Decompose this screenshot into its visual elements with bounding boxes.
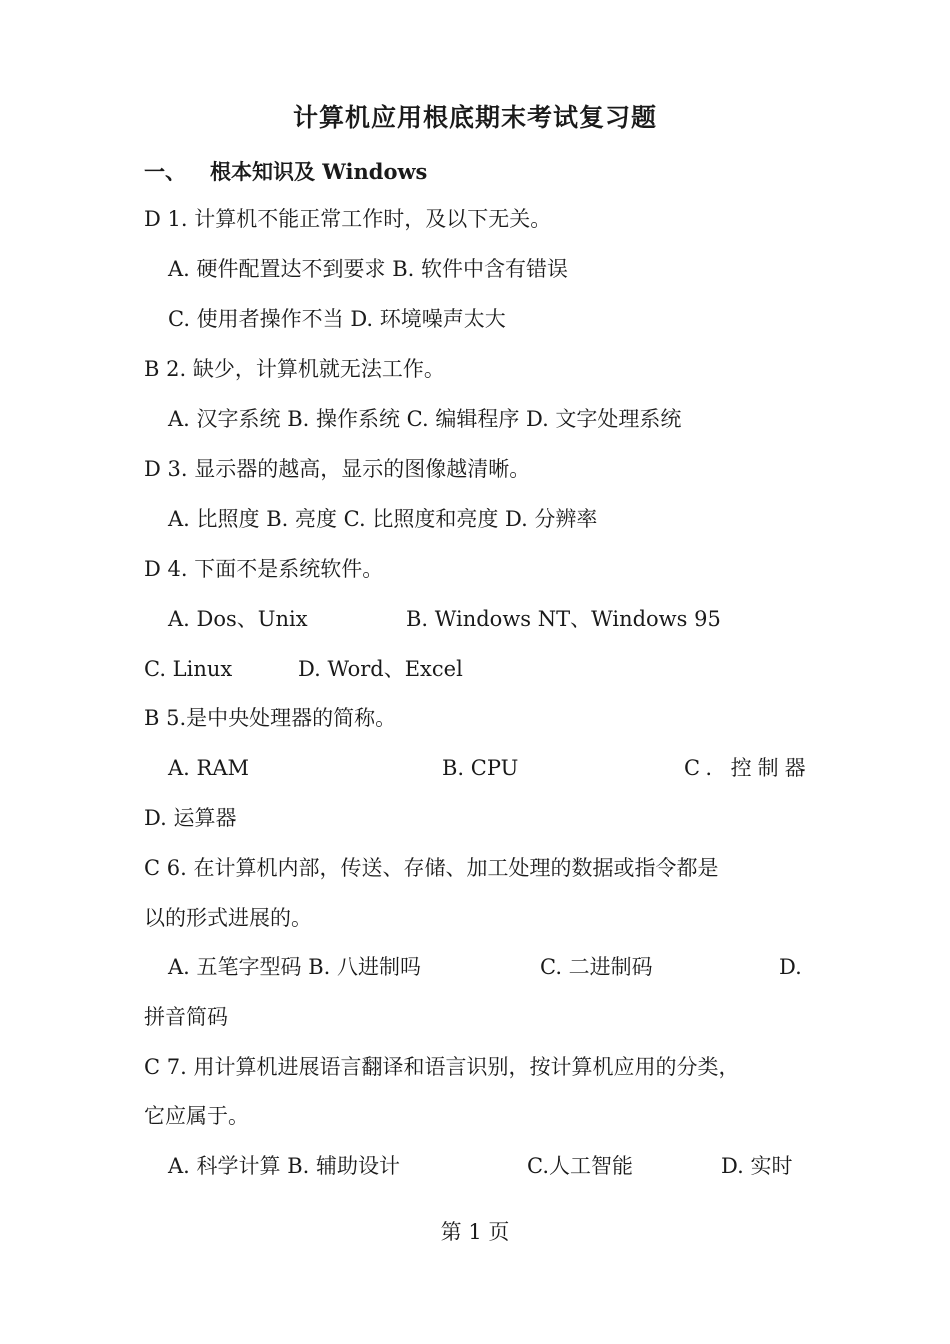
question-1: D 1. 计算机不能正常工作时，及以下无关。 bbox=[144, 207, 552, 231]
question-4-option-d: D. Word、Excel bbox=[298, 657, 463, 681]
question-6-options-ab: A. 五笔字型码 B. 八进制吗 bbox=[168, 955, 421, 979]
question-2: B 2. 缺少，计算机就无法工作。 bbox=[144, 357, 445, 381]
question-6-option-d-text: 拼音简码 bbox=[144, 1005, 228, 1029]
question-5-option-b: B. CPU bbox=[442, 756, 519, 780]
question-7: C 7. 用计算机进展语言翻译和语言识别，按计算机应用的分类， bbox=[144, 1055, 740, 1079]
question-4: D 4. 下面不是系统软件。 bbox=[144, 557, 384, 581]
page-title: 计算机应用根底期末考试复习题 bbox=[292, 103, 657, 132]
question-4-option-c: C. Linux bbox=[144, 657, 233, 681]
section-number: 一、 bbox=[144, 159, 186, 184]
question-6-option-d-label: D. bbox=[779, 955, 802, 979]
question-3: D 3. 显示器的越高，显示的图像越清晰。 bbox=[144, 457, 531, 481]
question-4-option-a: A. Dos、Unix bbox=[168, 607, 308, 631]
question-6-option-c: C. 二进制码 bbox=[540, 955, 653, 979]
question-6: C 6. 在计算机内部，传送、存储、加工处理的数据或指令都是 bbox=[144, 856, 719, 880]
question-1-options-cd: C. 使用者操作不当 D. 环境噪声太大 bbox=[168, 307, 506, 331]
question-5-option-d: D. 运算器 bbox=[144, 806, 237, 830]
question-3-options: A. 比照度 B. 亮度 C. 比照度和亮度 D. 分辨率 bbox=[168, 507, 598, 531]
question-1-options-ab: A. 硬件配置达不到要求 B. 软件中含有错误 bbox=[168, 257, 568, 281]
question-7-option-d: D. 实时 bbox=[721, 1154, 793, 1178]
page-number: 第 1 页 bbox=[440, 1220, 510, 1244]
question-5-option-c: C. 控制器 bbox=[684, 756, 812, 780]
question-7-continued: 它应属于。 bbox=[144, 1104, 249, 1128]
question-5-option-a: A. RAM bbox=[168, 756, 249, 780]
question-4-option-b: B. Windows NT、Windows 95 bbox=[406, 607, 721, 631]
question-5: B 5.是中央处理器的简称。 bbox=[144, 706, 397, 730]
question-2-options: A. 汉字系统 B. 操作系统 C. 编辑程序 D. 文字处理系统 bbox=[168, 407, 682, 431]
section-heading bbox=[144, 156, 427, 186]
question-7-option-c: C.人工智能 bbox=[527, 1154, 633, 1178]
question-7-options-ab: A. 科学计算 B. 辅助设计 bbox=[168, 1154, 400, 1178]
question-6-continued: 以的形式进展的。 bbox=[144, 906, 312, 930]
section-title: 根本知识及 Windows bbox=[210, 159, 428, 184]
